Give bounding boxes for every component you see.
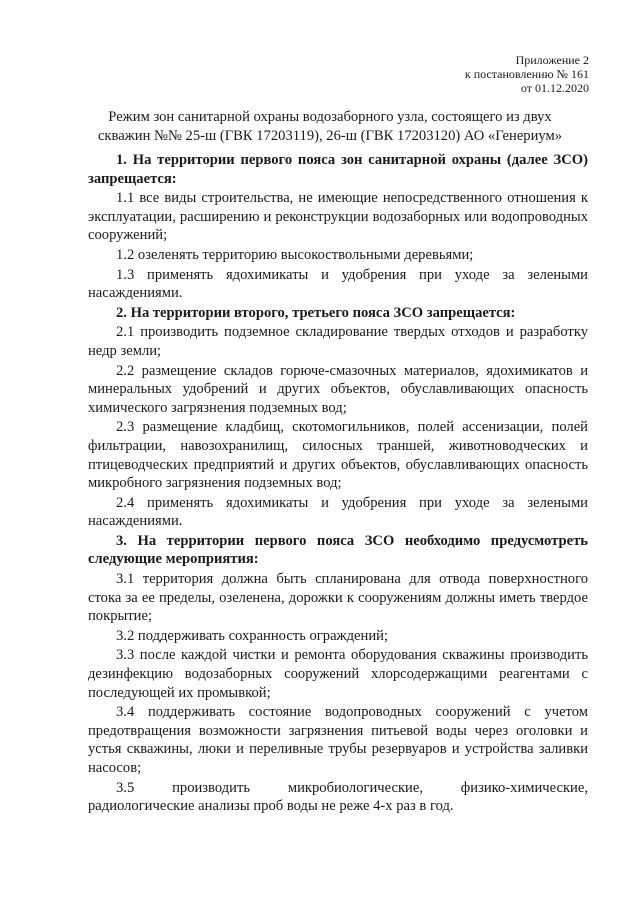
paragraph-3-2: 3.2 поддерживать сохранность ограждений;	[116, 627, 389, 644]
paragraph-1-2: 1.2 озеленять территорию высокоствольными деревьями;	[116, 246, 474, 263]
paragraph-2-3: 2.3 размещение кладбищ, скотомогильников, полей ассенизации, полей фильтрации, навозохранилищ, силосных траншей, животноводческих и птицеводческих предприятий и других объектов, обуславливающих опасность микробного загрязнения подземных вод;	[88, 419, 588, 492]
paragraph-1-1: 1.1 все виды строительства, не имеющие непосредственного отношения к эксплуатации, расширению и реконструкции водозаборных или водопроводных сооружений;	[88, 190, 588, 244]
appendix-reference	[465, 53, 589, 95]
title-line-1: Режим зон санитарной охраны водозаборного узла, состоящего из двух	[108, 109, 552, 125]
paragraph-3-5: 3.5 производить микробиологические, физико-химические, радиологические анализы проб воды не реже 4-х раз в год.	[88, 779, 588, 815]
paragraph-1-3: 1.3 применять ядохимикаты и удобрения при уходе за зелеными насаждениями.	[88, 266, 588, 302]
appendix-number: Приложение 2	[515, 53, 589, 67]
section-1-heading: 1. На территории первого пояса зон санитарной охраны (далее ЗСО) запрещается:	[88, 152, 588, 187]
paragraph-2-4: 2.4 применять ядохимикаты и удобрения при уходе за зелеными насаждениями.	[88, 494, 588, 530]
document-body	[88, 151, 588, 816]
section-2-heading: 2. На территории второго, третьего пояса ЗСО запрещается:	[116, 304, 516, 321]
paragraph-3-4: 3.4 поддерживать состояние водопроводных сооружений с учетом предотвращения возможности загрязнения питьевой воды через оголовки и устья скважины, люки и переливные трубы резервуаров и устройства заливки насосов;	[88, 704, 588, 776]
paragraph-2-1: 2.1 производить подземное складирование твердых отходов и разработку недр земли;	[88, 324, 588, 359]
paragraph-3-1: 3.1 территория должна быть спланирована для отвода поверхностного стока за ее пределы, озеленена, дорожки к сооружениям должны иметь твердое покрытие;	[88, 571, 588, 625]
section-3-heading: 3. На территории первого пояса ЗСО необходимо предусмотреть следующие мероприятия:	[88, 532, 588, 568]
appendix-resolution: к постановлению № 161	[464, 67, 589, 81]
paragraph-3-3: 3.3 после каждой чистки и ремонта оборудования скважины производить дезинфекцию водозаборных сооружений хлорсодержащими реагентами с последующей их промывкой;	[88, 647, 588, 701]
appendix-date: от 01.12.2020	[520, 81, 589, 95]
document-title	[70, 108, 590, 146]
paragraph-2-2: 2.2 размещение складов горюче-смазочных материалов, ядохимикатов и минеральных удобрений и других объектов, обуславливающих опасность химического загрязнения подземных вод;	[88, 362, 588, 416]
title-line-2: скважин №№ 25-ш (ГВК 17203119), 26-ш (ГВК 17203120) АО «Генериум»	[97, 128, 563, 144]
